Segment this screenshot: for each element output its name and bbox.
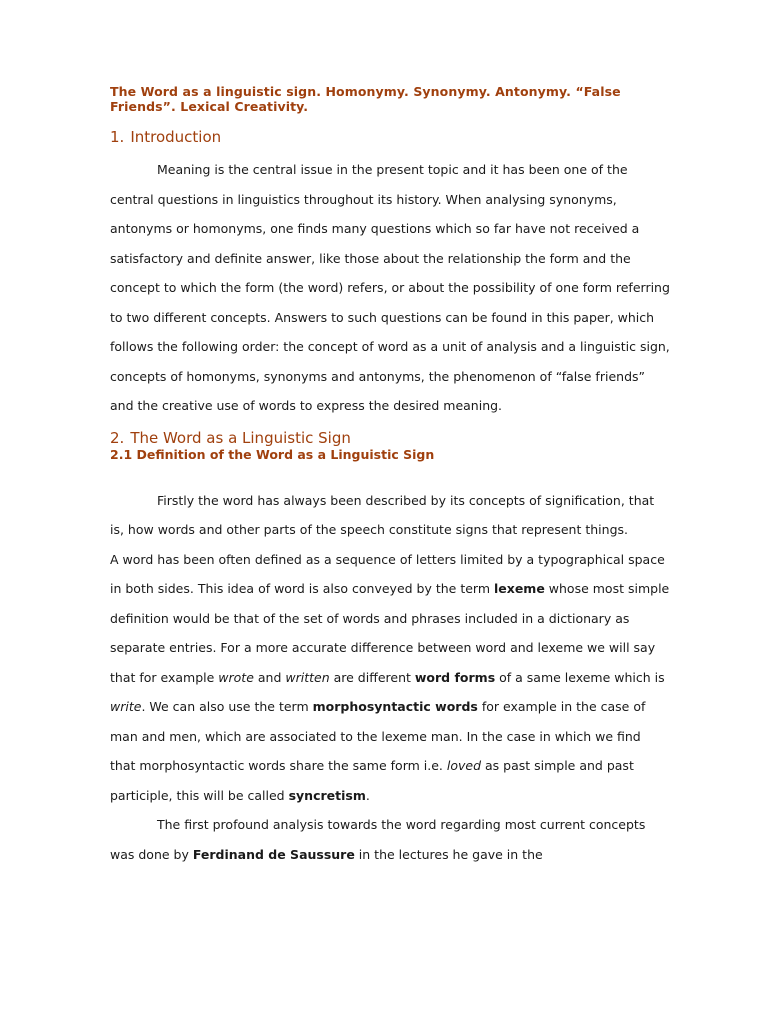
text-run: as past simple and past participle, this will be called bbox=[110, 758, 634, 803]
term-syncretism: syncretism bbox=[288, 787, 366, 803]
text-run: whose most simple definition would be that of the set of words and phrases included in a dictionary as separate entries. For a more accurate difference between word and lexeme we will say that for example bbox=[110, 581, 670, 685]
term-morphosyntactic-words: morphosyntactic words bbox=[312, 699, 478, 714]
text-run: . bbox=[365, 787, 370, 803]
name-saussure: Ferdinand de Saussure bbox=[192, 846, 355, 862]
example-loved: loved bbox=[446, 758, 482, 773]
section-heading-word-sign bbox=[110, 429, 670, 447]
section-number: 2. bbox=[110, 428, 125, 447]
intro-paragraph: Meaning is the central issue in the present topic and it has been one of the central questions in linguistics throughout its history. When analysing synonyms, antonyms or homonyms, one finds many questions which so far have not received a satisfactory and definite answer, like those about the relationship the form and the concept to which the form (the word) refers, or about the possibility of one form referring to two different concepts. Answers to such questions can be found in this paper, which follows the following order: the concept of word as a unit of analysis and a linguistic sign, concepts of homonyms, synonyms and antonyms, the phenomenon of “false friends” and the creative use of words to express the desired meaning. bbox=[110, 162, 670, 413]
text-run: The first profound analysis towards the word regarding most current concepts was done by bbox=[110, 817, 646, 862]
document-title: The Word as a linguistic sign. Homonymy. Synonymy. Antonymy. “False Friends”. Lexical Creativity. bbox=[110, 84, 621, 114]
example-wrote: wrote bbox=[218, 669, 254, 685]
text-run: for example in the case of man and men, which are associated to the lexeme man. In the case in which we find that morphosyntactic words share the same form i.e. bbox=[110, 699, 646, 773]
text-run: A word has been often defined as a sequence of letters limited by a typographical space in both sides. This idea of word is also conveyed by the term bbox=[110, 551, 665, 596]
example-written: written bbox=[285, 669, 330, 685]
example-write: write bbox=[110, 699, 142, 714]
text-run: in the lectures he gave in the bbox=[354, 846, 543, 862]
section-title: The Word as a Linguistic Sign bbox=[130, 428, 351, 447]
term-lexeme: lexeme bbox=[494, 581, 545, 596]
text-run: are different bbox=[329, 669, 415, 685]
subsection-heading: 2.1 Definition of the Word as a Linguistic Sign bbox=[110, 446, 435, 462]
section-number: 1. bbox=[110, 128, 125, 146]
text-run: of a same lexeme which is bbox=[495, 669, 665, 685]
section-heading-introduction bbox=[110, 128, 670, 146]
text-run: . We can also use the term bbox=[141, 699, 313, 714]
document-page bbox=[110, 84, 670, 869]
text-run: and bbox=[253, 669, 286, 685]
paragraph-lexeme bbox=[110, 545, 670, 811]
paragraph-saussure bbox=[110, 810, 670, 869]
paragraph-signification: Firstly the word has always been described by its concepts of signification, that is, how words and other parts of the speech constitute signs that represent things. bbox=[110, 492, 655, 537]
section-title: Introduction bbox=[130, 128, 222, 146]
term-word-forms: word forms bbox=[414, 669, 496, 685]
